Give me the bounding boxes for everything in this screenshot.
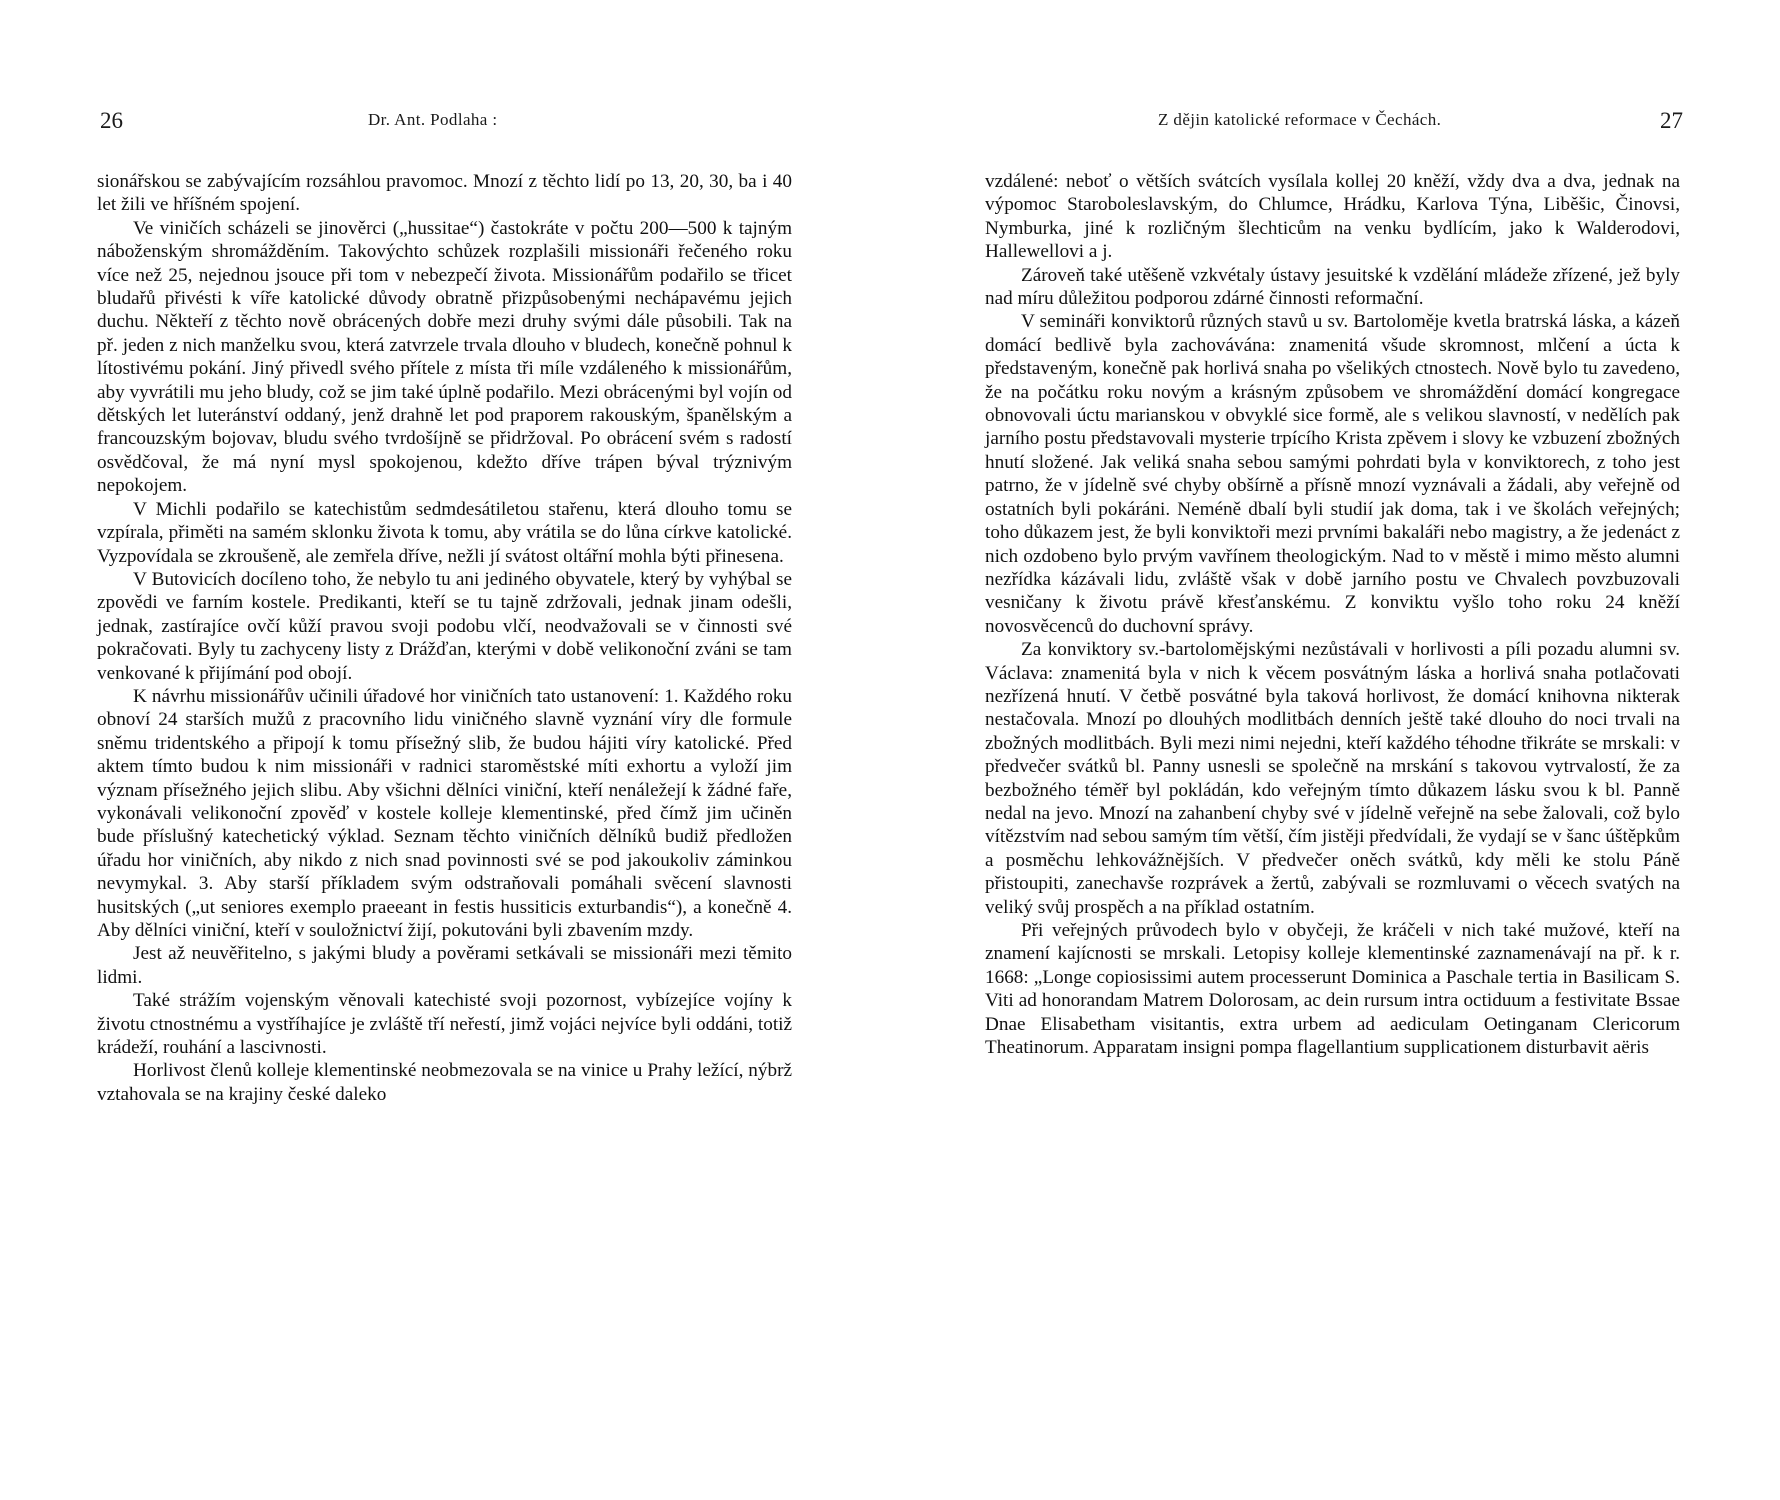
paragraph: Jest až neuvěřitelno, s jakými bludy a pověrami setkávali se missionáři mezi těmito lidmi. xyxy=(97,943,792,988)
paragraph: V Butovicích docíleno toho, že nebylo tu ani jediného obyvatele, který by vyhýbal se zpovědi ve farním kostele. Predikanti, kteří se tu tajně zdržovali, jednak jinam odešli, jednak, zastírajíce ovčí kůží pravou svoji podobu vlčí, neodvažovali se v činnosti své pokračovati. Byly tu zachyceny listy z Drážďan, kterými v době velikonoční zváni se tam venkované k přijímání pod obojí. xyxy=(97,568,792,684)
paragraph: Horlivost členů kolleje klementinské neobmezovala se na vinice u Prahy ležící, nýbrž vztahovala se na krajiny české daleko xyxy=(97,1060,792,1105)
paragraph: V Michli podařilo se katechistům sedmdesátiletou stařenu, která dlouho tomu se vzpírala, přiměti na samém sklonku života k tomu, aby vrátila se do lůna církve katolické. Vyzpovídala se zkroušeně, ale zemřela dříve, nežli jí svátost oltářní mohla býti přinesena. xyxy=(97,498,792,567)
paragraph: Ve viničích scházeli se jinověrci („hussitae“) častokráte v počtu 200—500 k tajným náboženským shromážděním. Takovýchto schůzek rozplašili missionáři řečeného roku více než 25, nejednou jsouce při tom v nebezpečí života. Missionářům podařilo se třicet bludařů přivésti k víře katolické důvody obratně přizpůsobenými nechápavému jejich duchu. Někteří z těchto nově obrácených dobře mezi druhy svými dále působili. Tak na př. jeden z nich manželku svou, která zatvrzele trvala dlouho v bludech, konečně pohnul k lítostivému pokání. Jiný přivedl svého přítele z místa tři míle vzdáleného k missionářům, aby vyvrátili mu jeho bludy, což se jim také úplně podařilo. Mezi obrácenými byl vojín od dětských let luteránství oddaný, jenž drahně let pod praporem rakouským, španělským a francouzským bojovav, bludu svého tvrdošíjně se přidržoval. Po obrácení svém s radostí osvědčoval, že má nyní mysl spokojenou, kdežto dříve trápen býval trýznivým nepokojem. xyxy=(97,217,792,497)
right-running-head: Z dějin katolické reformace v Čechách. xyxy=(1158,110,1442,129)
paragraph: Zároveň také utěšeně vzkvétaly ústavy jesuitské k vzdělání mládeže zřízené, jež byly nad míru důležitou podporou zdárné činnosti reformační. xyxy=(985,264,1680,310)
paragraph: sionářskou se zabývajícím rozsáhlou pravomoc. Mnozí z těchto lidí po 13, 20, 30, ba i 40 let žili ve hříšném spojení. xyxy=(97,171,792,216)
right-page-number: 27 xyxy=(1660,108,1683,133)
paragraph: V semináři konviktorů různých stavů u sv. Bartoloměje kvetla bratrská láska, a kázeň domácí bedlivě byla zachovávána: znamenitá všude skromnost, mlčení a úcta k představeným, konečně pak horlivá snaha po všelikých ctnostech. Nově bylo tu zavedeno, že na počátku roku novým a krásným způsobem ve shromáždění domácí kongregace obnovovali úctu marianskou v obvyklé sice formě, ale s velikou slavností, v nedělích pak jarního postu představovali mysterie trpícího Krista zpěvem i slovy ke vzbuzení zbožných hnutí složené. Jak veliká snaha sebou samými pohrdati byla v konviktorech, z toho jest patrno, že v jídelně své chyby obšírně a přísně mnozí vyznávali a žádali, aby veřejně od ostatních byli pokáráni. Neméně dbalí byli studií jak doma, tak i ve školách veřejných; toho důkazem jest, že byli konviktoři mezi prvními bakaláři nebo magistry, a že jedenáct z nich ozdobeno bylo prvým vavřínem theologickým. Nad to v městě i mimo město alumni nezřídka kázávali lidu, zvláště však v době jarního postu ve Chvalech povzbuzovali vesničany k životu právě křesťanskému. Z konviktu vyšlo toho roku 24 kněží novosvěcenců do duchovní správy. xyxy=(985,311,1680,637)
left-running-head: Dr. Ant. Podlaha : xyxy=(368,110,498,129)
paragraph: Za konviktory sv.-bartolomějskými nezůstávali v horlivosti a píli pozadu alumni sv. Václava: znamenitá byla v nich k věcem posvátným láska a horlivá snaha potlačovati nezřízená hnutí. V četbě posvátné byla taková horlivost, že domácí knihovna nikterak nestačovala. Mnozí po dlouhých modlitbách denních ještě také dlouho do noci trvali na zbožných modlitbách. Byli mezi nimi nejedni, kteří každého téhodne třikráte se mrskali: v předvečer svátků bl. Panny usnesli se společně na mrskání s takovou vytrvalostí, že za bezbožného téměř byl pokládán, kdo veřejným tímto důkazem lásku svou k bl. Panně nedal na jevo. Mnozí na zahanbení chyby své v jídelně veřejně na sebe žalovali, což bylo vítězstvím nad sebou samým tím větší, čím jistěji předvídali, že vydají se v šanc úštěpkům a posměchu lehkovážnějších. V předvečer oněch svátků, kdy měli ke stolu Páně přistoupiti, zanechavše rozprávek a žertů, zabývali se rozmluvami o věcech svatých na veliký svůj prospěch a na příklad ostatním. xyxy=(985,639,1680,918)
paragraph: vzdálené: neboť o větších svátcích vysílala kollej 20 kněží, vždy dva a dva, jednak na výpomoc Staroboleslavským, do Chlumce, Hrádku, Karlova Týna, Liběšic, Činovsi, Nymburka, jiné k rozličným šlechticům na venku bydlícím, jako k Walderodovi, Hallewellovi a j. xyxy=(985,171,1680,263)
left-page-number: 26 xyxy=(100,108,123,133)
paragraph: Také strážím vojenským věnovali katechisté svoji pozornost, vybízejíce vojíny k životu ctnostnému a vystříhajíce je zvláště tří neřestí, jimž vojáci nejvíce byli oddáni, totiž krádeží, rouhání a lascivnosti. xyxy=(97,990,792,1059)
left-text-column xyxy=(97,170,792,1106)
paragraph: Při veřejných průvodech bylo v obyčeji, že kráčeli v nich také mužové, kteří na znamení kajícnosti se mrskali. Letopisy kolleje klementinské zaznamenávají na př. k r. 1668: „Longe copiosissimi autem processerunt Dominica a Paschale tertia in Basilicam S. Viti ad honorandam Matrem Dolorosam, ac dein rursum intra octiduum a festivitate Bssae Dnae Elisabetham visitantis, extra urbem ad aediculam Oetinganam Clericorum Theatinorum. Apparatam insigni pompa flagellantium supplicationem disturbavit aëris xyxy=(985,920,1680,1059)
right-text-column xyxy=(985,170,1680,1059)
right-page xyxy=(890,0,1780,1500)
paragraph: K návrhu missionářův učinili úřadové hor viničních tato ustanovení: 1. Každého roku obnoví 24 starších mužů z pracovního lidu viničného slavně vyznání víry dle formule sněmu tridentského a připojí k tomu přísežný slib, že budou hájiti víry katolické. Před aktem tímto budou k nim missionáři v radnici staroměstské míti exhortu a vyloží jim význam přísežného jejich slibu. Aby všichni dělníci viniční, kteří nenáležejí k žádné faře, vykonávali velikonoční zpověď v kostele kolleje klementinské, před čímž jim učiněn bude příslušný katechetický výklad. Seznam těchto viničních dělníků budiž předložen úřadu hor viničních, aby nikdo z nich snad povinnosti své se pod jakoukoliv záminkou nevymykal. 3. Aby starší příkladem svým odstraňovali pomáhali svěcení slavnosti husitských („ut seniores exemplo praeeant in festis hussiticis exturbandis“), a konečně 4. Aby dělníci viniční, kteří v souložnictví žijí, pokutováni byli zbavením mzdy. xyxy=(97,685,792,941)
